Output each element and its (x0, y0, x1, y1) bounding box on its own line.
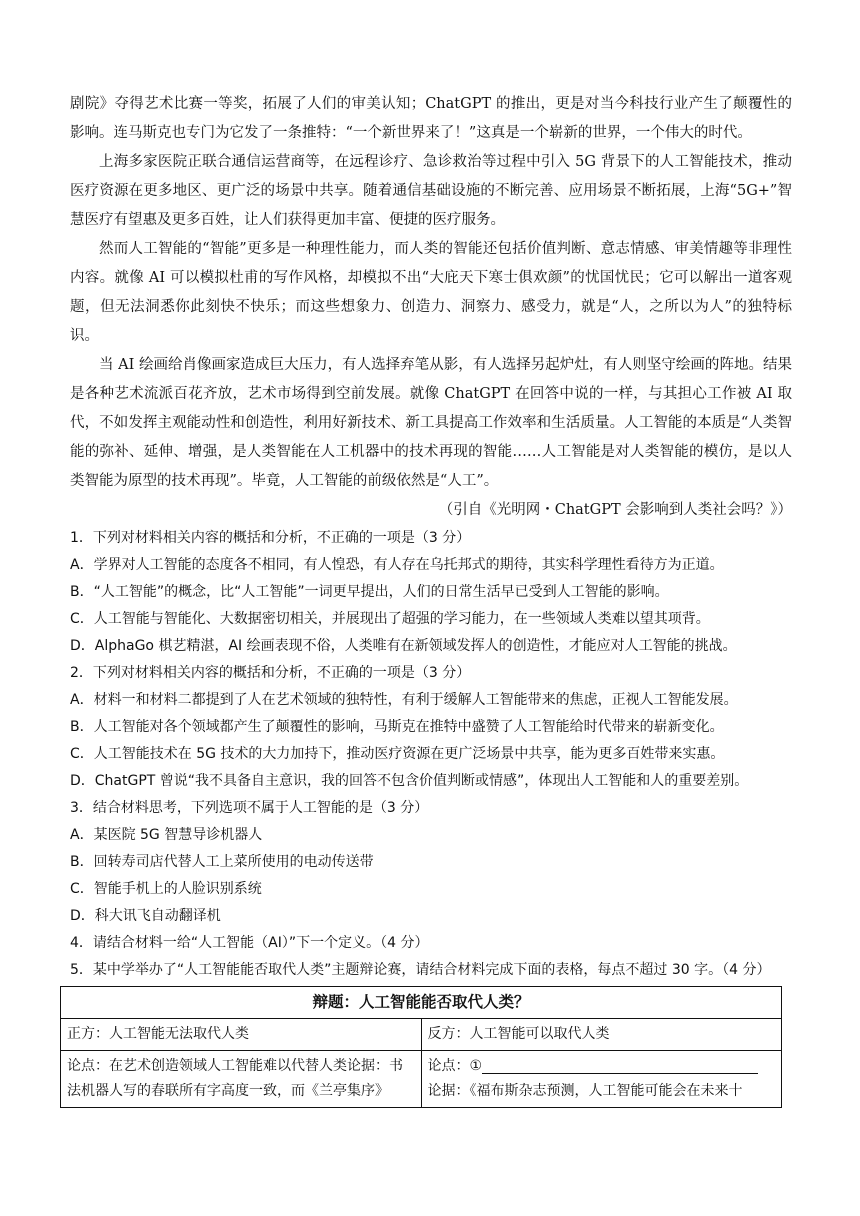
debate-sides-row (61, 1019, 782, 1051)
con-side-cell: 反方：人工智能可以取代人类 (421, 1019, 782, 1051)
option-1c: C．人工智能与智能化、大数据密切相关，并展现出了超强的学习能力，在一些领域人类难以望其项背。 (70, 611, 710, 627)
question-5: 5．某中学举办了“人工智能能否取代人类”主题辩论赛，请结合材料完成下面的表格，每点不超过 30 字。（4 分） (70, 962, 771, 978)
document-body (70, 90, 792, 984)
option-3d: D．科大讯飞自动翻译机 (70, 908, 221, 924)
con-point-label: 论点：① (427, 1058, 483, 1074)
article-citation: （引自《光明网・ChatGPT 会影响到人类社会吗？》） (438, 502, 792, 518)
question-1: 1．下列对材料相关内容的概括和分析，不正确的一项是（3 分） (70, 530, 471, 546)
con-point-line (428, 1054, 776, 1079)
pro-side-cell: 正方：人工智能无法取代人类 (61, 1019, 422, 1051)
debate-arguments-row (61, 1051, 782, 1108)
option-3a: A．某医院 5G 智慧导诊机器人 (70, 827, 263, 843)
con-argument-cell (421, 1051, 782, 1108)
article-paragraph: 当 AI 绘画给肖像画家造成巨大压力，有人选择弃笔从影，有人选择另起炉灶，有人则坚守绘画的阵地。结果是各种艺术流派百花齐放，艺术市场得到空前发展。就像 ChatGPT 在回答中说的一样，与其担心工作被 AI 取代，不如发挥主观能动性和创造性，利用好新技术、新工具提高工作效率和生活质量。人工智能的本质是“人类智能的弥补、延伸、增强，是人类智能在人工机器中的技术再现的智能……人工智能是对人类智能的模仿，是以人类智能为原型的技术再现”。毕竟，人工智能的前级依然是“人工”。 (70, 357, 792, 489)
article-paragraph: 剧院》夺得艺术比赛一等奖，拓展了人们的审美认知；ChatGPT 的推出，更是对当今科技行业产生了颠覆性的影响。连马斯克也专门为它发了一条推特：“一个新世界来了！”这真是一个崭新的世界，一个伟大的时代。 (70, 96, 792, 141)
debate-title-row (61, 987, 782, 1019)
article-paragraph: 上海多家医院正联合通信运营商等，在远程诊疗、急诊救治等过程中引入 5G 背景下的人工智能技术，推动医疗资源在更多地区、更广泛的场景中共享。随着通信基础设施的不断完善、应用场景不断拓展，上海“5G+”智慧医疗有望惠及更多百姓，让人们获得更加丰富、便捷的医疗服务。 (70, 154, 792, 228)
option-2a: A．材料一和材料二都提到了人在艺术领域的独特性，有利于缓解人工智能带来的焦虑，正视人工智能发展。 (70, 692, 738, 708)
question-4: 4．请结合材料一给“人工智能（AI）”下一个定义。（4 分） (70, 935, 429, 951)
article-paragraph: 然而人工智能的“智能”更多是一种理性能力，而人类的智能还包括价值判断、意志情感、审美情趣等非理性内容。就像 AI 可以模拟杜甫的写作风格，却模拟不出“大庇天下寒士俱欢颜”的忧国忧民；它可以解出一道客观题，但无法洞悉你此刻快不快乐；而这些想象力、创造力、洞察力、感受力，就是“人，之所以为人”的独特标识。 (70, 241, 792, 344)
debate-table (60, 986, 782, 1108)
option-3b: B．回转寿司店代替人工上菜所使用的电动传送带 (70, 854, 374, 870)
answer-blank[interactable] (482, 1055, 758, 1074)
con-evidence: 论据：《福布斯杂志预测，人工智能可能会在未来十 (427, 1083, 743, 1099)
option-1d: D．AlphaGo 棋艺精湛，AI 绘画表现不俗，人类唯有在新领域发挥人的创造性，才能应对人工智能的挑战。 (70, 638, 737, 654)
debate-title: 辩题：人工智能能否取代人类？ (61, 987, 782, 1019)
option-1a: A．学界对人工智能的态度各不相同，有人惶恐，有人存在乌托邦式的期待，其实科学理性看待方为正道。 (70, 557, 724, 573)
question-3: 3．结合材料思考，下列选项不属于人工智能的是（3 分） (70, 800, 429, 816)
question-2: 2．下列对材料相关内容的概括和分析，不正确的一项是（3 分） (70, 665, 471, 681)
option-3c: C．智能手机上的人脸识别系统 (70, 881, 262, 897)
option-1b: B．“人工智能”的概念，比“人工智能”一词更早提出，人们的日常生活早已受到人工智能的影响。 (70, 584, 669, 600)
option-2b: B．人工智能对各个领域都产生了颠覆性的影响，马斯克在推特中盛赞了人工智能给时代带来的崭新变化。 (70, 719, 724, 735)
pro-argument-cell: 论点：在艺术创造领域人工智能难以代替人类论据：书法机器人写的春联所有字高度一致，而《兰亭集序》 (61, 1051, 422, 1108)
option-2d: D．ChatGPT 曾说“我不具备自主意识，我的回答不包含价值判断或情感”，体现出人工智能和人的重要差别。 (70, 773, 749, 789)
option-2c: C．人工智能技术在 5G 技术的大力加持下，推动医疗资源在更广泛场景中共享，能为更多百姓带来实惠。 (70, 746, 725, 762)
